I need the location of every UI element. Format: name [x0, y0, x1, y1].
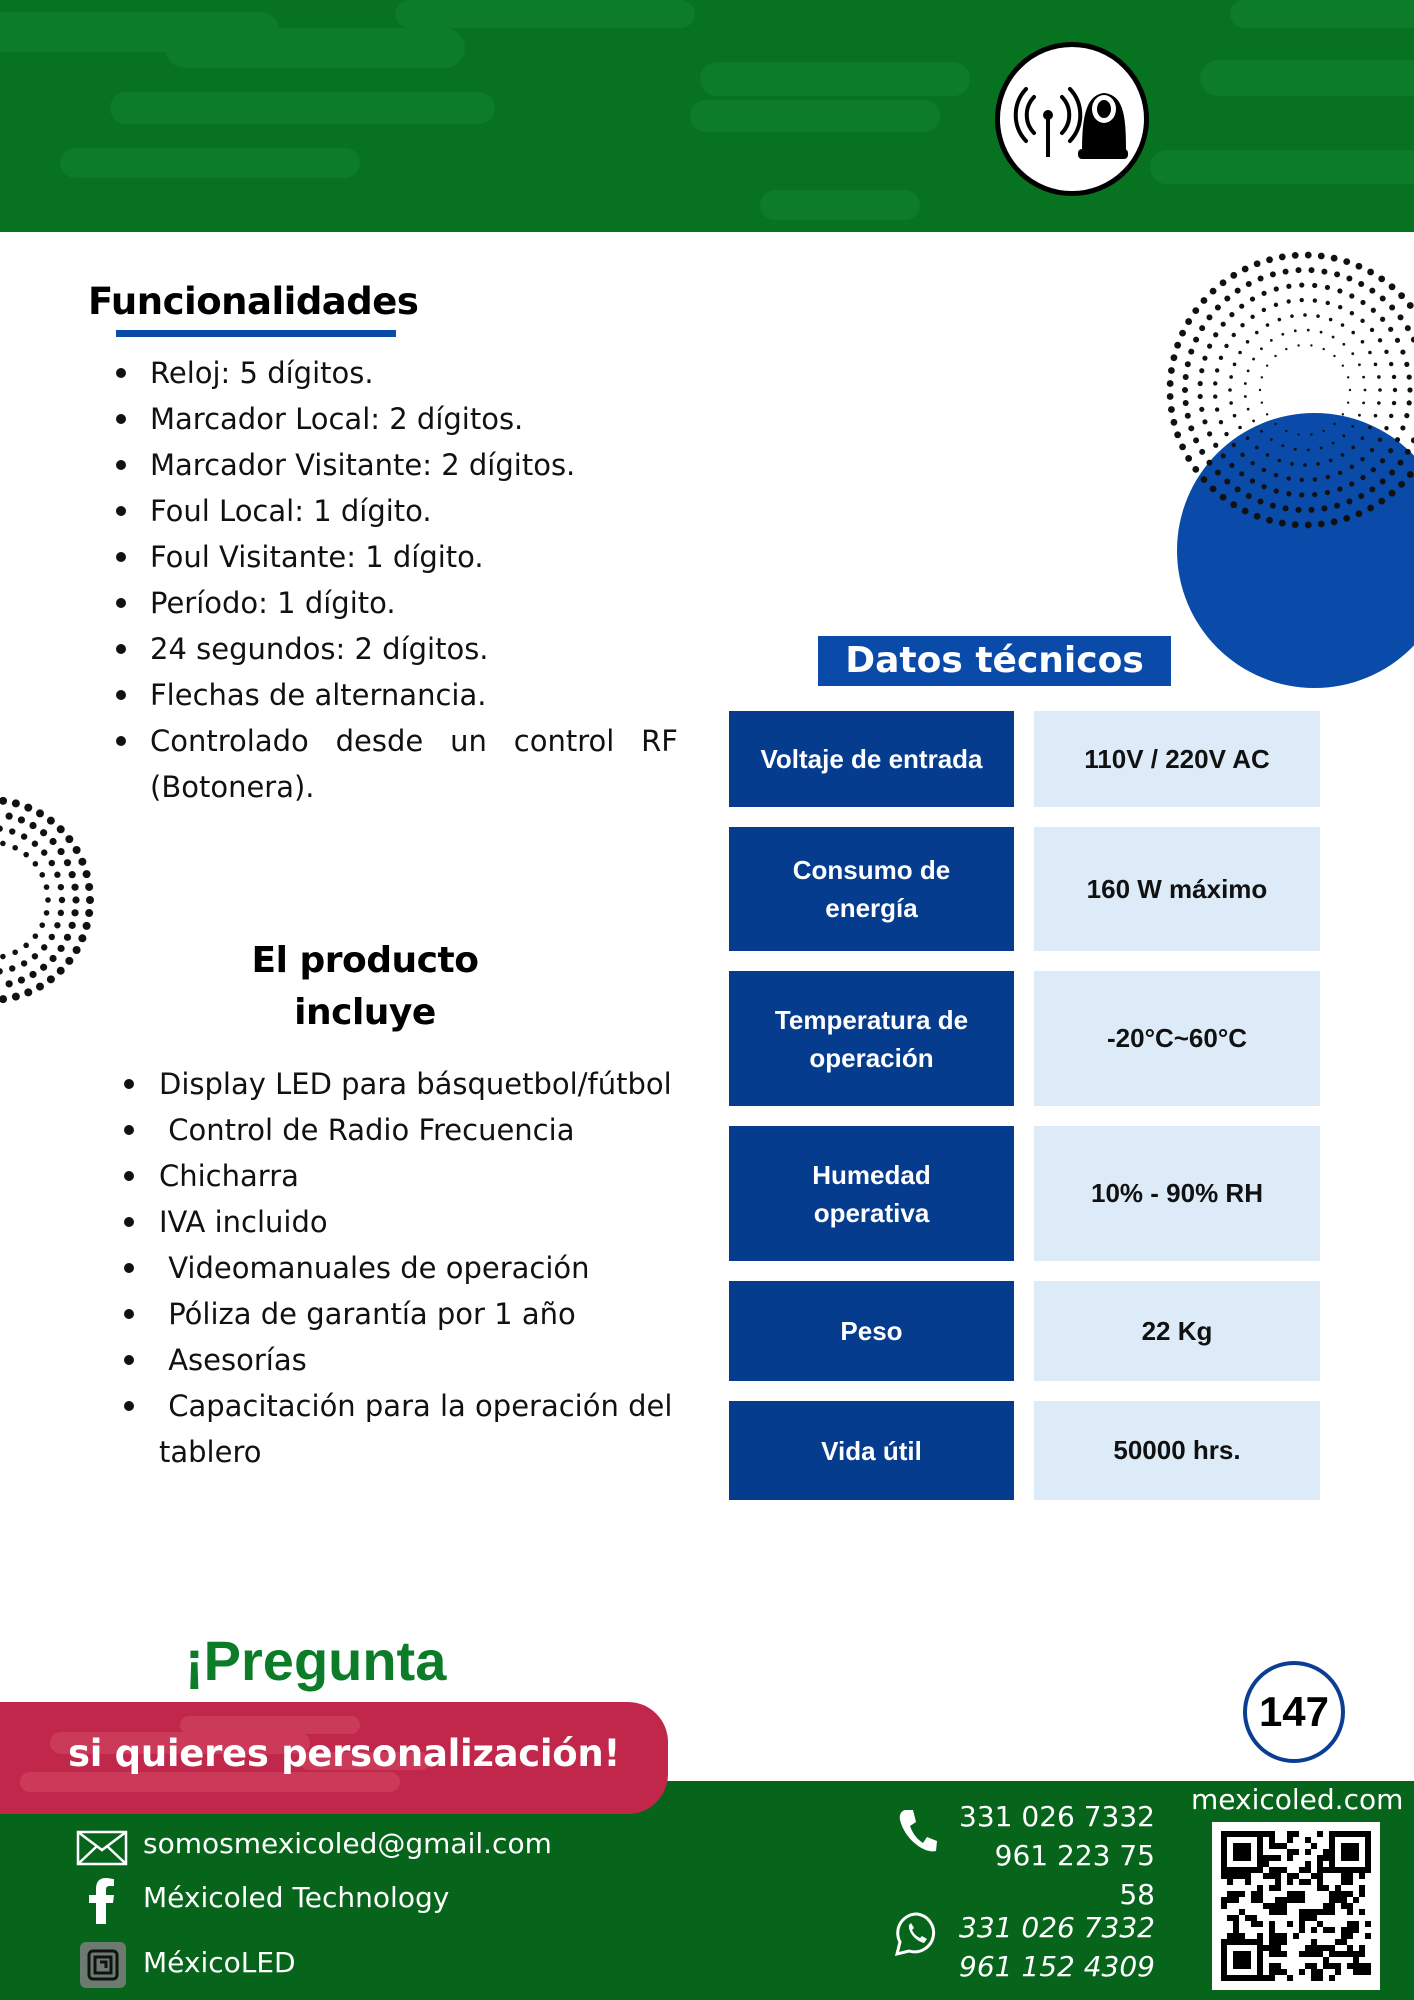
list-item: Foul Visitante: 1 dígito.: [88, 534, 678, 580]
incluye-list: [96, 1061, 688, 1475]
title-underline: [116, 330, 396, 337]
list-item: IVA incluido: [96, 1199, 688, 1245]
spec-value: 160 W máximo: [1034, 827, 1320, 951]
list-item: Póliza de garantía por 1 año: [96, 1291, 688, 1337]
funcionalidades-title: Funcionalidades: [88, 280, 419, 323]
dotted-rings-left: [0, 750, 110, 1050]
contact-email[interactable]: somosmexicoled@gmail.com: [143, 1827, 552, 1860]
spec-label: Vida útil: [729, 1401, 1014, 1500]
spec-value: 22 Kg: [1034, 1281, 1320, 1381]
contact-facebook[interactable]: Méxicoled Technology: [143, 1881, 450, 1914]
list-item: Foul Local: 1 dígito.: [88, 488, 678, 534]
whatsapp-number[interactable]: 961 152 4309: [959, 1950, 1155, 1983]
broadcast-bell-icon: [995, 42, 1149, 196]
list-item: Display LED para básquetbol/fútbol: [96, 1061, 688, 1107]
brand-logo-icon: [80, 1942, 126, 1988]
website-link[interactable]: mexicoled.com: [1191, 1783, 1404, 1816]
spec-value: 10% - 90% RH: [1034, 1126, 1320, 1261]
spec-label: Consumo de energía: [729, 827, 1014, 951]
spec-value: -20°C~60°C: [1034, 971, 1320, 1106]
list-item: Control de Radio Frecuencia: [96, 1107, 688, 1153]
spec-label: Humedad operativa: [729, 1126, 1014, 1261]
phone-number[interactable]: 331 026 7332: [959, 1800, 1155, 1833]
header-band: [0, 0, 1414, 232]
cta-banner-text: si quieres personalización!: [68, 1732, 621, 1775]
whatsapp-icon: [893, 1910, 941, 1962]
page-number-badge: 147: [1243, 1661, 1345, 1763]
facebook-icon: [88, 1878, 116, 1928]
list-item: Controlado desde un control RF (Botonera).: [88, 718, 678, 810]
dotted-rings-right: [1160, 250, 1414, 580]
whatsapp-number[interactable]: 331 026 7332: [959, 1911, 1155, 1944]
phone-number[interactable]: 961 223 75 58: [994, 1839, 1155, 1911]
phone-numbers[interactable]: [955, 1797, 1155, 1914]
list-item: Chicharra: [96, 1153, 688, 1199]
list-item: Reloj: 5 dígitos.: [88, 350, 678, 396]
spec-label: Peso: [729, 1281, 1014, 1381]
qr-code[interactable]: [1212, 1822, 1380, 1990]
spec-label: Voltaje de entrada: [729, 711, 1014, 807]
datos-tecnicos-title: Datos técnicos: [818, 636, 1171, 686]
spec-label: Temperatura de operación: [729, 971, 1014, 1106]
list-item: Capacitación para la operación del tablero: [96, 1383, 688, 1475]
list-item: Flechas de alternancia.: [88, 672, 678, 718]
cta-headline: ¡Pregunta: [185, 1629, 447, 1692]
phone-icon: [895, 1806, 939, 1862]
whatsapp-numbers[interactable]: [955, 1908, 1155, 1986]
list-item: Videomanuales de operación: [96, 1245, 688, 1291]
spec-value: 50000 hrs.: [1034, 1401, 1320, 1500]
list-item: 24 segundos: 2 dígitos.: [88, 626, 678, 672]
list-item: Asesorías: [96, 1337, 688, 1383]
list-item: Marcador Visitante: 2 dígitos.: [88, 442, 678, 488]
incluye-title: El producto incluye: [251, 940, 479, 1033]
list-item: Marcador Local: 2 dígitos.: [88, 396, 678, 442]
funcionalidades-list: [88, 350, 678, 810]
contact-brand: MéxicoLED: [143, 1946, 296, 1979]
spec-value: 110V / 220V AC: [1034, 711, 1320, 807]
mail-icon: [76, 1830, 128, 1870]
list-item: Período: 1 dígito.: [88, 580, 678, 626]
